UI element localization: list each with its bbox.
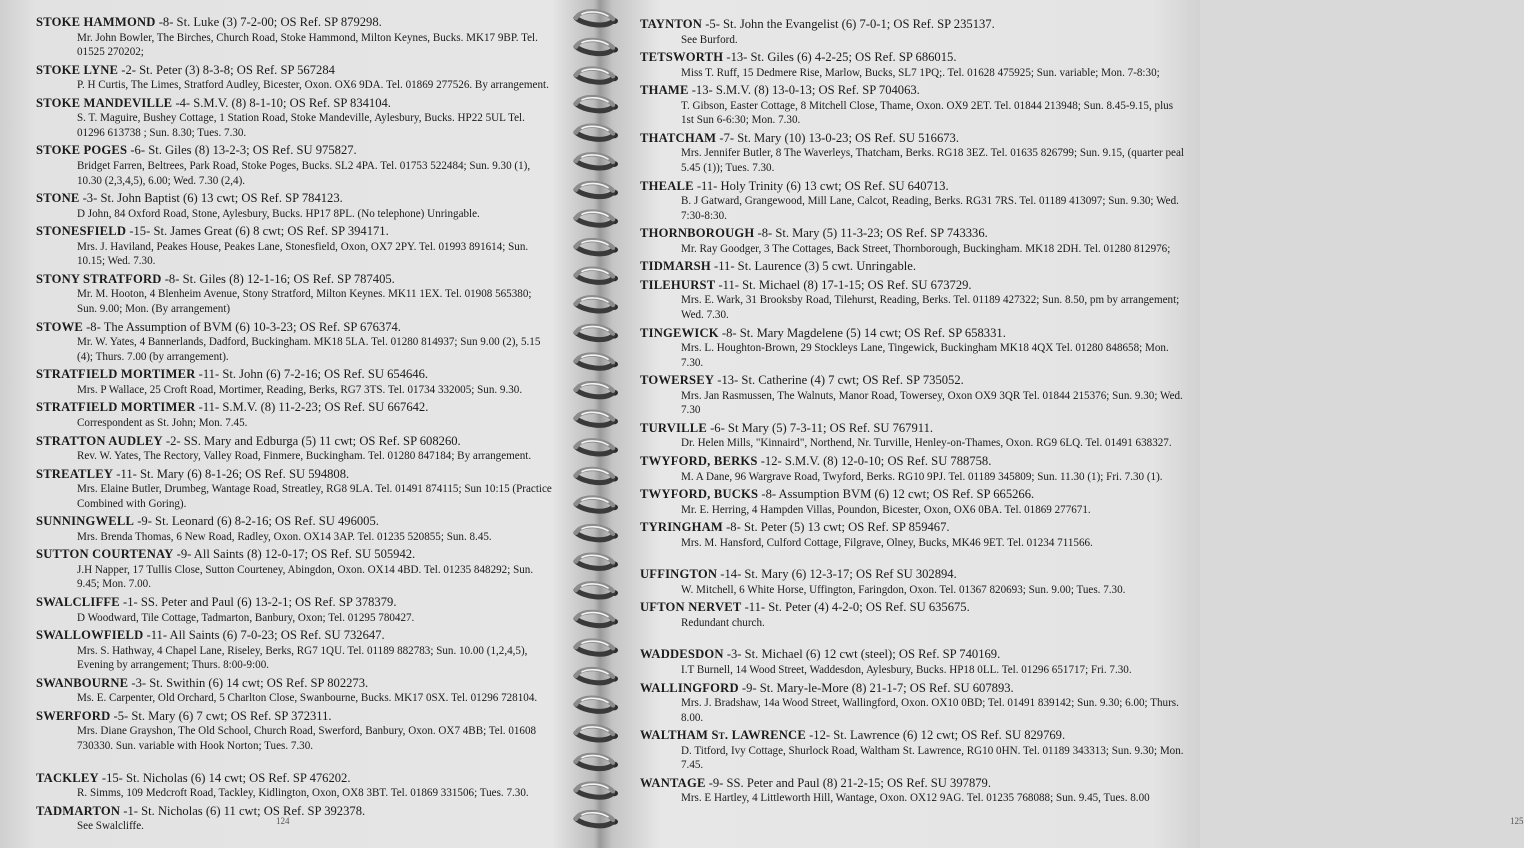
entry-heading bbox=[640, 453, 1188, 470]
bell-details: -12- St. Lawrence (6) 12 cwt; OS Ref. SU 829769. bbox=[805, 728, 1066, 743]
left-entry-list bbox=[36, 14, 554, 834]
directory-entry bbox=[36, 546, 554, 592]
contact-details: Mrs. E. Wark, 31 Brooksby Road, Tilehurst, Reading, Berks. Tel. 01189 427322; Sun. 8.50, pm by arrangement; Wed. 7.30. bbox=[681, 294, 1180, 321]
place-name: STRATFIELD MORTIMER bbox=[36, 400, 196, 415]
directory-entry bbox=[640, 486, 1188, 517]
entry-spacer bbox=[36, 756, 554, 770]
directory-entry bbox=[36, 142, 554, 188]
left-page bbox=[0, 0, 570, 848]
directory-entry bbox=[640, 49, 1188, 80]
directory-entry bbox=[36, 627, 554, 673]
directory-entry bbox=[36, 399, 554, 430]
directory-entry bbox=[36, 95, 554, 141]
place-name: TURVILLE bbox=[640, 420, 707, 435]
spiral-coil bbox=[576, 726, 618, 740]
place-name: TIDMARSH bbox=[640, 259, 711, 274]
bell-details: -11- St. Peter (4) 4-2-0; OS Ref. SU 635675. bbox=[741, 600, 970, 615]
directory-entry bbox=[640, 225, 1188, 256]
spiral-coil bbox=[576, 469, 618, 483]
directory-entry bbox=[36, 319, 554, 365]
bell-details: -3- St. Michael (6) 12 cwt (steel); OS Ref. SP 740169. bbox=[723, 647, 1001, 662]
contact-details: T. Gibson, Easter Cottage, 8 Mitchell Close, Thame, Oxon. OX9 2ET. Tel. 01844 213948; Sun. 8.45-9.15, plus 1st Sun 6-6:30; Mon. 7.30. bbox=[681, 99, 1174, 127]
bell-details: -8- St. Peter (5) 13 cwt; OS Ref. SP 859467. bbox=[722, 520, 950, 535]
contact-details: J.H Napper, 17 Tullis Close, Sutton Courteney, Abingdon, Oxon. OX14 4BD. Tel. 01235 848292; Sun. 9.45; Mon. 7.00. bbox=[77, 563, 534, 591]
spiral-coil bbox=[576, 11, 618, 25]
contact-details: Rev. W. Yates, The Rectory, Valley Road, Finmere, Buckingham. Tel. 01280 847184; By arrangement. bbox=[77, 450, 532, 462]
directory-entry bbox=[36, 466, 554, 512]
contact-details: W. Mitchell, 6 White Horse, Uffington, Faringdon, Oxon. Tel. 01367 820693; Sun. 9.00; Tues. 7.30. bbox=[681, 583, 1126, 596]
contact-details: Mr. Ray Goodger, 3 The Cottages, Back Street, Thornborough, Buckingham. MK18 2DH. Tel. 01280 812976; bbox=[681, 242, 1171, 255]
spiral-coil bbox=[576, 69, 618, 83]
place-name: TAYNTON bbox=[640, 17, 703, 31]
contact-details: D Woodward, Tile Cottage, Tadmarton, Banbury, Oxon; Tel. 01295 780427. bbox=[77, 611, 415, 624]
directory-entry bbox=[640, 130, 1188, 176]
contact-details: Mr. W. Yates, 4 Bannerlands, Dadford, Buckingham. MK18 5LA. Tel. 01280 814937; Sun 9.00 (2), 5.15 (4); Thurs. 7.00 (by arrangement). bbox=[77, 336, 541, 363]
place-name: TWYFORD, BUCKS bbox=[640, 487, 759, 502]
entry-heading bbox=[640, 519, 1188, 536]
directory-entry bbox=[640, 519, 1188, 550]
directory-entry bbox=[36, 770, 554, 801]
spiral-coil bbox=[576, 297, 618, 311]
spiral-coil bbox=[576, 326, 618, 340]
bell-details: -3- St. John Baptist (6) 13 cwt; OS Ref. SP 784123. bbox=[79, 191, 343, 206]
directory-entry bbox=[640, 599, 1188, 630]
entry-heading bbox=[36, 513, 554, 530]
entry-heading bbox=[640, 225, 1188, 242]
spiral-coil bbox=[576, 612, 618, 626]
directory-entry bbox=[36, 223, 554, 269]
right-page-number: 125 bbox=[1510, 816, 1524, 826]
contact-details: Mr. E. Herring, 4 Hampden Villas, Poundon, Bicester, Oxon, OX6 0BA. Tel. 01869 277671. bbox=[681, 503, 1091, 516]
bell-details: -9- SS. Peter and Paul (8) 21-2-15; OS Ref. SU 397879. bbox=[705, 775, 991, 790]
contact-details: Mrs. Diane Grayshon, The Old School, Church Road, Swerford, Banbury, Oxon. OX7 4BB; Tel. 01608 730330. Sun. variable with Hook Norton; Tues. 7.30. bbox=[77, 725, 537, 753]
bell-details: -5- St. Mary (6) 7 cwt; OS Ref. SP 372311. bbox=[110, 708, 332, 723]
spiral-coil bbox=[576, 183, 618, 197]
bell-details: -8- The Assumption of BVM (6) 10-3-23; OS Ref. SP 676374. bbox=[82, 319, 401, 334]
bell-details: -6- St. Giles (8) 13-2-3; OS Ref. SU 975827. bbox=[127, 143, 357, 158]
directory-entry bbox=[36, 594, 554, 625]
place-name: TADMARTON bbox=[36, 803, 121, 818]
entry-heading bbox=[36, 466, 554, 483]
place-name: THAME bbox=[640, 83, 689, 98]
entry-heading bbox=[36, 433, 554, 450]
bell-details: -15- St. James Great (6) 8 cwt; OS Ref. SP 394171. bbox=[126, 224, 389, 239]
entry-heading bbox=[640, 566, 1188, 583]
contact-details: Ms. E. Carpenter, Old Orchard, 5 Charlton Close, Swanbourne, Bucks. MK17 0SX. Tel. 01296 728104. bbox=[77, 692, 538, 705]
contact-details: P. H Curtis, The Limes, Stratford Audley, Bicester, Oxon. OX6 9DA. Tel. 01869 277526. By arrangement. bbox=[77, 79, 549, 92]
right-entry-list bbox=[640, 16, 1188, 806]
place-name: STONE bbox=[36, 191, 80, 206]
bell-details: -11- Holy Trinity (6) 13 cwt; OS Ref. SU 640713. bbox=[693, 178, 949, 193]
place-name: THORNBOROUGH bbox=[640, 226, 755, 241]
entry-heading bbox=[36, 14, 554, 31]
place-name: WALTHAM St. LAWRENCE bbox=[640, 728, 806, 743]
entry-heading bbox=[640, 372, 1188, 389]
entry-heading bbox=[640, 82, 1188, 99]
entry-spacer bbox=[640, 552, 1188, 566]
bell-details: -11- St. Laurence (3) 5 cwt. Unringable. bbox=[710, 259, 917, 274]
place-name: SUTTON COURTENAY bbox=[36, 547, 174, 562]
bell-details: -13- St. Giles (6) 4-2-25; OS Ref. SP 686015. bbox=[723, 50, 957, 65]
directory-entry bbox=[640, 775, 1188, 806]
spiral-coil bbox=[576, 812, 618, 826]
directory-entry bbox=[640, 566, 1188, 597]
bell-details: -1- St. Nicholas (6) 11 cwt; OS Ref. SP 392378. bbox=[120, 803, 366, 818]
bell-details: -14- St. Mary (6) 12-3-17; OS Ref SU 302894. bbox=[717, 567, 957, 582]
contact-details: D John, 84 Oxford Road, Stone, Aylesbury, Bucks. HP17 8PL. (No telephone) Unringable. bbox=[77, 207, 480, 220]
spiral-coil bbox=[576, 583, 618, 597]
spiral-coil bbox=[576, 641, 618, 655]
bell-details: -5- St. John the Evangelist (6) 7-0-1; OS Ref. SP 235137. bbox=[702, 17, 995, 31]
entry-heading bbox=[36, 142, 554, 159]
spiral-coil bbox=[576, 526, 618, 540]
spiral-binding bbox=[566, 0, 626, 848]
directory-entry bbox=[640, 277, 1188, 323]
contact-details: Mrs. E Hartley, 4 Littleworth Hill, Wantage, Oxon. OX12 9AG. Tel. 01235 768088; Sun. 9.45, Tues. 8.00 bbox=[681, 792, 1150, 805]
spiral-coil bbox=[576, 555, 618, 569]
contact-details: Mrs. Brenda Thomas, 6 New Road, Radley, Oxon. OX14 3AP. Tel. 01235 520855; Sun. 8.45. bbox=[77, 530, 492, 543]
entry-heading bbox=[640, 16, 1188, 33]
directory-entry bbox=[640, 16, 1188, 47]
spiral-coil bbox=[576, 154, 618, 168]
place-name: TWYFORD, BERKS bbox=[640, 454, 758, 468]
entry-heading bbox=[36, 62, 554, 79]
entry-heading bbox=[640, 178, 1188, 195]
place-name: STONESFIELD bbox=[36, 224, 127, 239]
bell-details: -4- S.M.V. (8) 8-1-10; OS Ref. SP 834104. bbox=[172, 95, 391, 110]
bell-details: -13- St. Catherine (4) 7 cwt; OS Ref. SP 735052. bbox=[714, 373, 964, 388]
place-name: SWERFORD bbox=[36, 708, 111, 723]
spiral-coil bbox=[576, 212, 618, 226]
directory-entry bbox=[640, 453, 1188, 484]
contact-details: Mr. John Bowler, The Birches, Church Road, Stoke Hammond, Milton Keynes, Bucks. MK17 9BP. Tel. 01525 270202; bbox=[77, 31, 538, 59]
bell-details: -8- St. Mary Magdelene (5) 14 cwt; OS Ref. SP 658331. bbox=[718, 325, 1006, 340]
entry-heading bbox=[640, 486, 1188, 503]
place-name: TACKLEY bbox=[36, 770, 99, 785]
place-name: STOWE bbox=[36, 319, 83, 334]
place-name: TINGEWICK bbox=[640, 325, 719, 340]
bell-details: -1- SS. Peter and Paul (6) 13-2-1; OS Ref. SP 378379. bbox=[119, 595, 397, 610]
contact-details: Mrs. J. Bradshaw, 14a Wood Street, Wallingford, Oxon. OX10 0BD; Tel. 01491 839142; Sun. 9.30; 6.00; Thurs. 8.00. bbox=[681, 697, 1179, 724]
contact-details: Redundant church. bbox=[681, 616, 765, 629]
entry-heading bbox=[36, 594, 554, 611]
place-name: STRATFIELD MORTIMER bbox=[36, 367, 196, 382]
contact-details: See Burford. bbox=[681, 33, 738, 46]
contact-details: Mr. M. Hooton, 4 Blenheim Avenue, Stony Stratford, Milton Keynes. MK11 1EX. Tel. 01908 565380; Sun. 9.00; Mon. (By arrangement) bbox=[77, 288, 532, 316]
bell-details: -11- St. Mary (6) 8-1-26; OS Ref. SU 594808. bbox=[113, 466, 350, 481]
directory-entry bbox=[36, 708, 554, 754]
spiral-coil bbox=[576, 698, 618, 712]
contact-details: Bridget Farren, Beltrees, Park Road, Stoke Poges, Bucks. SL2 4PA. Tel. 01753 522484; Sun. 9.30 (1), 10.30 (2,3,4,5), 6.00; Wed. 7.30 (2,4). bbox=[77, 159, 531, 187]
place-name: STRATTON AUDLEY bbox=[36, 433, 163, 448]
directory-entry bbox=[640, 646, 1188, 677]
contact-details: R. Simms, 109 Medcroft Road, Tackley, Kidlington, Oxon, OX8 3BT. Tel. 01869 331506; Tues. 7.30. bbox=[77, 787, 529, 800]
entry-heading bbox=[36, 271, 554, 288]
bell-details: -8- St. Giles (8) 12-1-16; OS Ref. SP 787405. bbox=[161, 271, 395, 286]
directory-entry bbox=[640, 82, 1188, 128]
entry-heading bbox=[36, 223, 554, 240]
entry-heading bbox=[36, 319, 554, 336]
bell-details: -9- All Saints (8) 12-0-17; OS Ref. SU 505942. bbox=[173, 547, 416, 562]
contact-details: Mrs. M. Hansford, Culford Cottage, Filgrave, Olney, Bucks, MK46 9ET. Tel. 01234 711566. bbox=[681, 536, 1093, 549]
place-name: STREATLEY bbox=[36, 466, 114, 481]
contact-details: Mrs. L. Houghton-Brown, 29 Stockleys Lane, Tingewick, Buckingham MK18 4QX Tel. 01280 848658; Mon. 7.30. bbox=[681, 342, 1169, 369]
bell-details: -11- S.M.V. (8) 11-2-23; OS Ref. SU 667642. bbox=[195, 400, 429, 415]
entry-heading bbox=[640, 775, 1188, 792]
place-name: STOKE HAMMOND bbox=[36, 15, 156, 29]
spiral-coil bbox=[576, 355, 618, 369]
entry-heading bbox=[36, 399, 554, 416]
entry-heading bbox=[640, 277, 1188, 294]
spiral-coil bbox=[576, 784, 618, 798]
directory-entry bbox=[36, 62, 554, 93]
directory-entry bbox=[36, 190, 554, 221]
contact-details: Mrs. Jan Rasmussen, The Walnuts, Manor Road, Towersey, Oxon OX9 3QR Tel. 01844 215376; Sun. 9.30; Wed. 7.30 bbox=[681, 389, 1183, 417]
directory-entry bbox=[640, 178, 1188, 224]
bell-details: -8- Assumption BVM (6) 12 cwt; OS Ref. SP 665266. bbox=[758, 487, 1035, 502]
contact-details: Mrs. P Wallace, 25 Croft Road, Mortimer, Reading, Berks, RG7 3TS. Tel. 01734 332005; Sun. 9.30. bbox=[77, 383, 523, 396]
directory-entry bbox=[640, 420, 1188, 451]
directory-entry bbox=[36, 271, 554, 317]
entry-heading bbox=[36, 708, 554, 725]
directory-entry bbox=[36, 14, 554, 60]
contact-details: Miss T. Ruff, 15 Dedmere Rise, Marlow, Bucks, SL7 1PQ;. Tel. 01628 475925; Sun. variable; Mon. 7-8:30; bbox=[681, 66, 1160, 79]
directory-entry bbox=[640, 258, 1188, 275]
spiral-coil bbox=[576, 669, 618, 683]
entry-heading bbox=[640, 130, 1188, 147]
left-page-number: 124 bbox=[276, 816, 290, 826]
bell-details: -9- St. Mary-le-More (8) 21-1-7; OS Ref. SU 607893. bbox=[738, 680, 1014, 695]
bell-details: -9- St. Leonard (6) 8-2-16; OS Ref. SU 496005. bbox=[134, 514, 379, 529]
spiral-coil bbox=[576, 440, 618, 454]
contact-details: S. T. Maguire, Bushey Cottage, 1 Station Road, Stoke Mandeville, Aylesbury, Bucks. HP22 5UL Tel. 01296 613738 ; Sun. 8.30; Tues. 7.30. bbox=[77, 112, 525, 139]
directory-entry bbox=[36, 803, 554, 834]
entry-heading bbox=[640, 599, 1188, 616]
place-name: STOKE POGES bbox=[36, 143, 128, 158]
entry-heading bbox=[36, 803, 554, 820]
place-name: TILEHURST bbox=[640, 277, 716, 292]
place-name: WANTAGE bbox=[640, 775, 706, 790]
contact-details: D. Titford, Ivy Cottage, Shurlock Road, Waltham St. Lawrence, RG10 0HN. Tel. 01189 343313; Sun. 9.30; Mon. 7.45. bbox=[681, 744, 1184, 772]
directory-entry bbox=[640, 325, 1188, 371]
place-name: WADDESDON bbox=[640, 647, 724, 662]
directory-entry bbox=[640, 680, 1188, 726]
place-name: WALLINGFORD bbox=[640, 680, 739, 695]
directory-entry bbox=[36, 366, 554, 397]
contact-details: Mrs. Jennifer Butler, 8 The Waverleys, Thatcham, Berks. RG18 3EZ. Tel. 01635 826799; Sun. 9.15, (quarter peal 5.45 (1)); Tues. 7.30. bbox=[681, 147, 1184, 174]
contact-details: See Swalcliffe. bbox=[77, 820, 144, 833]
contact-details: Correspondent as St. John; Mon. 7.45. bbox=[77, 416, 248, 429]
spiral-coil bbox=[576, 40, 618, 54]
spiral-coil bbox=[576, 240, 618, 254]
place-name: THEALE bbox=[640, 178, 694, 193]
entry-heading bbox=[36, 366, 554, 383]
contact-details: Mrs. J. Haviland, Peakes House, Peakes Lane, Stonesfield, Oxon, OX7 2PY. Tel. 01993 891614; Sun. 10.15; Wed. 7.30. bbox=[77, 240, 529, 268]
bell-details: -2- SS. Mary and Edburga (5) 11 cwt; OS Ref. SP 608260. bbox=[162, 433, 461, 448]
entry-heading bbox=[36, 190, 554, 207]
spiral-coil bbox=[576, 126, 618, 140]
entry-heading bbox=[640, 727, 1188, 744]
place-name: STOKE MANDEVILLE bbox=[36, 95, 173, 110]
spiral-coil bbox=[576, 498, 618, 512]
bell-details: -3- St. Swithin (6) 14 cwt; OS Ref. SP 802273. bbox=[128, 675, 369, 690]
contact-details: Dr. Helen Mills, "Kinnaird", Northend, Nr. Turville, Henley-on-Thames, Oxon. RG9 6LQ. Tel. 01491 638327. bbox=[681, 437, 1172, 450]
bell-details: -8- St. Luke (3) 7-2-00; OS Ref. SP 879298. bbox=[155, 15, 382, 29]
bell-details: -6- St Mary (5) 7-3-11; OS Ref. SU 767911. bbox=[706, 420, 934, 435]
bell-details: -7- St. Mary (10) 13-0-23; OS Ref. SU 516673. bbox=[716, 130, 959, 145]
directory-entry bbox=[640, 727, 1188, 773]
bell-details: -11- St. John (6) 7-2-16; OS Ref. SU 654646. bbox=[195, 367, 429, 382]
entry-heading bbox=[640, 258, 1188, 275]
directory-entry bbox=[36, 513, 554, 544]
entry-heading bbox=[640, 49, 1188, 66]
right-page bbox=[620, 0, 1524, 848]
place-name: TETSWORTH bbox=[640, 50, 724, 65]
entry-heading bbox=[36, 627, 554, 644]
entry-heading bbox=[36, 675, 554, 692]
entry-spacer bbox=[640, 632, 1188, 646]
place-name: STOKE LYNE bbox=[36, 62, 119, 77]
contact-details: Mrs. S. Hathway, 4 Chapel Lane, Riseley, Berks, RG7 1QU. Tel. 01189 882783; Sun. 10.00 (1,2,4,5), Evening by arrangement; Thurs. 8:00-9:00. bbox=[77, 644, 528, 672]
place-name: TOWERSEY bbox=[640, 373, 715, 388]
directory-entry bbox=[36, 433, 554, 464]
entry-heading bbox=[640, 420, 1188, 437]
entry-heading bbox=[36, 95, 554, 112]
directory-entry bbox=[36, 675, 554, 706]
spiral-coil bbox=[576, 97, 618, 111]
entry-heading bbox=[640, 325, 1188, 342]
spiral-coil bbox=[576, 383, 618, 397]
bell-details: -2- St. Peter (3) 8-3-8; OS Ref. SP 567284 bbox=[118, 62, 335, 77]
directory-entry bbox=[640, 372, 1188, 418]
bell-details: -11- All Saints (6) 7-0-23; OS Ref. SU 732647. bbox=[143, 628, 385, 643]
place-name: UFFINGTON bbox=[640, 567, 718, 582]
bell-details: -8- St. Mary (5) 11-3-23; OS Ref. SP 743336. bbox=[754, 226, 988, 241]
place-name: SWALCLIFFE bbox=[36, 595, 120, 610]
bell-details: -11- St. Michael (8) 17-1-15; OS Ref. SU 673729. bbox=[715, 277, 972, 292]
spiral-coil bbox=[576, 412, 618, 426]
spiral-coil bbox=[576, 755, 618, 769]
bell-details: -12- S.M.V. (8) 12-0-10; OS Ref. SU 788758. bbox=[757, 454, 992, 468]
place-name: SWANBOURNE bbox=[36, 675, 129, 690]
entry-heading bbox=[36, 770, 554, 787]
entry-heading bbox=[36, 546, 554, 563]
entry-heading bbox=[640, 646, 1188, 663]
contact-details: B. J Gatward, Grangewood, Mill Lane, Calcot, Reading, Berks. RG31 7RS. Tel. 01189 413097; Sun. 9.30; Wed. 7:30-8:30. bbox=[681, 195, 1179, 222]
place-name: SUNNINGWELL bbox=[36, 514, 135, 529]
contact-details: I.T Burnell, 14 Wood Street, Waddesdon, Aylesbury, Bucks. HP18 0LL. Tel. 01296 651717; Fri. 7.30. bbox=[681, 663, 1132, 676]
place-name: SWALLOWFIELD bbox=[36, 628, 144, 643]
place-name: THATCHAM bbox=[640, 130, 717, 145]
entry-heading bbox=[640, 680, 1188, 697]
bell-details: -15- St. Nicholas (6) 14 cwt; OS Ref. SP 476202. bbox=[98, 770, 351, 785]
place-name: STONY STRATFORD bbox=[36, 271, 162, 286]
bell-details: -13- S.M.V. (8) 13-0-13; OS Ref. SP 704063. bbox=[688, 83, 920, 98]
spiral-coil bbox=[576, 269, 618, 283]
contact-details: Mrs. Elaine Butler, Drumbeg, Wantage Road, Streatley, RG8 9LA. Tel. 01491 874115; Sun 10:15 (Practice Combined with Goring). bbox=[77, 483, 552, 510]
place-name: UFTON NERVET bbox=[640, 600, 742, 615]
place-name: TYRINGHAM bbox=[640, 520, 723, 535]
contact-details: M. A Dane, 96 Wargrave Road, Twyford, Berks. RG10 9PJ. Tel. 01189 345809; Sun. 11.30 (1); Fri. 7.30 (1). bbox=[681, 470, 1163, 483]
